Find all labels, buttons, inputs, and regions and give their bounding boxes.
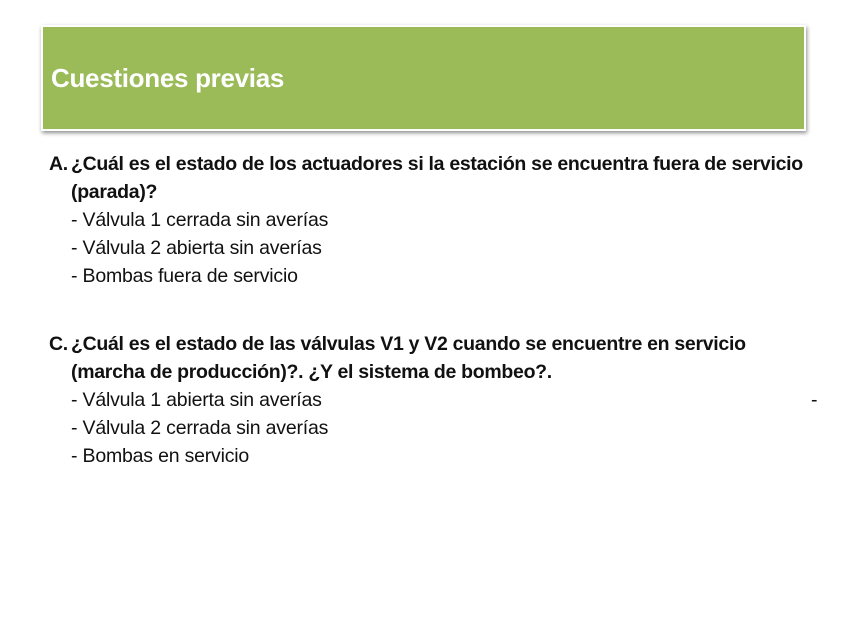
slide-body (49, 150, 818, 470)
answer-item: - Bombas fuera de servicio (71, 265, 298, 287)
answer-item (71, 386, 818, 414)
question-heading (49, 150, 809, 206)
answer-item: - Bombas en servicio (71, 445, 250, 467)
answer-text: - Válvula 1 abierta sin averías (71, 389, 322, 411)
question-marker: A. (49, 153, 68, 175)
spacer (49, 290, 809, 330)
question-text: ¿Cuál es el estado de las válvulas V1 y V2 cuando se encuentre en servicio (marcha de producción)?. ¿Y el sistema de bombeo?. (71, 333, 746, 383)
question-marker: C. (49, 333, 68, 355)
question-text: ¿Cuál es el estado de los actuadores si la estación se encuentra fuera de servicio (parada)? (71, 153, 803, 203)
question-a (49, 150, 809, 290)
slide-title: Cuestiones previas (51, 63, 285, 93)
trailing-dash: - (811, 389, 818, 411)
answer-list (49, 386, 818, 470)
answer-item: - Válvula 2 abierta sin averías (71, 237, 322, 259)
answer-item: - Válvula 2 cerrada sin averías (71, 417, 329, 439)
title-banner (41, 25, 806, 131)
answer-list (49, 206, 809, 290)
answer-item: - Válvula 1 cerrada sin averías (71, 209, 329, 231)
question-heading (49, 330, 809, 386)
question-c (49, 330, 818, 470)
